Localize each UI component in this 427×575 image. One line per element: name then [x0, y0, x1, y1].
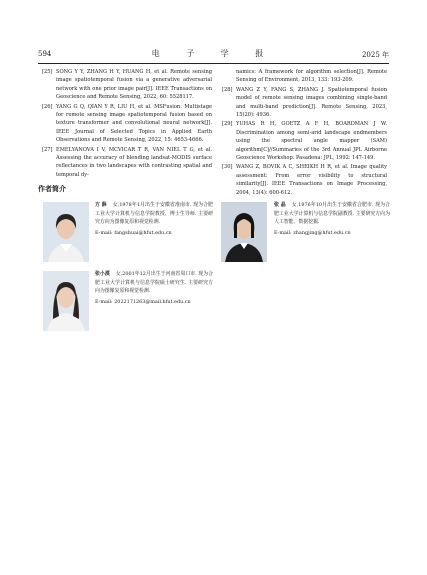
- reference-number: [26]: [42, 103, 53, 110]
- reference-text: SONG Y Y, ZHANG H Y, HUANG H, et al. Remote sensing image spatiotemporal fusion via a generative adversarial network with one prior image pair[J]. IEEE Transactions on Geoscience and Remote Sensing, 2022, 60: 5528117.: [56, 69, 212, 101]
- reference-item: [222, 86, 387, 120]
- author-description: 女,2001年12月出生于河南省周口市. 现为合肥工业大学计算机与信息学院硕士研究生. 主要研究方向为图像复原和视觉检测.: [95, 271, 213, 295]
- reference-number: [27]: [42, 146, 53, 153]
- year: 2025 年: [361, 51, 389, 59]
- reference-item: [42, 146, 212, 180]
- reference-item: [222, 120, 387, 162]
- reference-number: [30]: [222, 164, 233, 171]
- references-left-column: [42, 68, 212, 180]
- author-portrait-icon: [43, 271, 89, 331]
- author-portrait-icon: [221, 202, 267, 262]
- reference-text: EMELYANOVA I V, MCVICAR T R, VAN NIEL T G, et al. Assessing the accuracy of blending landsat-MODIS surface reflectances in two landscapes with contrasting spatial and temporal dy-: [56, 146, 212, 178]
- reference-number: [25]: [42, 69, 53, 75]
- reference-text: WANG Z Y, FANG S, ZHANG J. Spatiotemporal fusion model of remote sensing images combining single-band and multi-band prediction[J]. Remote Sensing, 2023, 15(20): 4936.: [236, 86, 387, 119]
- page-header: [38, 47, 389, 63]
- author-email: E-mail: 2022171263@mail.hfut.edu.cn: [95, 298, 191, 305]
- header-rule: [38, 63, 389, 64]
- reference-text: WANG Z, BOVIK A C, SHEIKH H R, et al. Image quality assessment: From error visibility to structural similarity[J]. IEEE Transactions on Image Processing, 2004, 13(4): 600-612.: [236, 164, 387, 196]
- reference-item: [222, 163, 387, 197]
- reference-item: [222, 68, 387, 85]
- author-name: 方 薛: [95, 202, 107, 208]
- author-description: 女,1976年10月出生于安徽省合肥市. 现为合肥工业大学计算机与信息学院副教授. 主要研究方向为人工智能、数据挖掘.: [274, 202, 390, 226]
- reference-text: namics: A framework for algorithm selection[J]. Remote Sensing of Environment, 2013, 133: 193-209.: [236, 69, 387, 84]
- author-photo: [43, 202, 89, 262]
- journal-title: 电 子 学 报: [151, 49, 276, 58]
- reference-text: YANG G Q, QIAN Y R, LIU H, et al. MSFusion: Multistage for remote sensing image spatiotemporal fusion based on texture transformer and convolutional neural network[J]. IEEE Journal of Selected Topics in Applied Earth Observations and Remote Sensing, 2022, 15: 4653-4666.: [56, 103, 212, 144]
- reference-number: [28]: [222, 86, 233, 93]
- reference-item: [42, 103, 212, 145]
- page-number: 594: [38, 50, 52, 58]
- author-email: E-mail: zhangjing@hfut.edu.cn: [274, 229, 351, 236]
- authors-section-title: 作者简介: [38, 185, 66, 193]
- author-photo: [221, 202, 267, 262]
- author-photo: [43, 271, 89, 331]
- author-bio: [95, 270, 213, 306]
- author-bio: [274, 201, 390, 237]
- author-email: E-mail: fangshuai@hfut.edu.cn: [95, 229, 172, 236]
- author-bio: [95, 201, 213, 237]
- reference-item: [42, 68, 212, 102]
- reference-number: [29]: [222, 121, 233, 128]
- author-name: 张 晶: [274, 202, 286, 208]
- author-description: 女,1978年1月出生于安徽省淮南市. 现为合肥工业大学计算机与信息学院教授、博士生导师. 主要研究方向为图像复原和视觉检测.: [95, 202, 213, 226]
- references-right-column: [222, 68, 387, 198]
- author-portrait-icon: [43, 202, 89, 262]
- author-name: 张小漠: [95, 271, 110, 277]
- reference-text: YUHAS R H, GOETZ A F H, BOARDMAN J W. Discrimination among semi-arid landscape endmembers using the spectral angle mapper (SAM) algorithm[C]//Summaries of the 3rd Annual JPL Airborne Geoscience Workshop. Pasadena: JPL, 1992: 147-149.: [236, 121, 387, 162]
